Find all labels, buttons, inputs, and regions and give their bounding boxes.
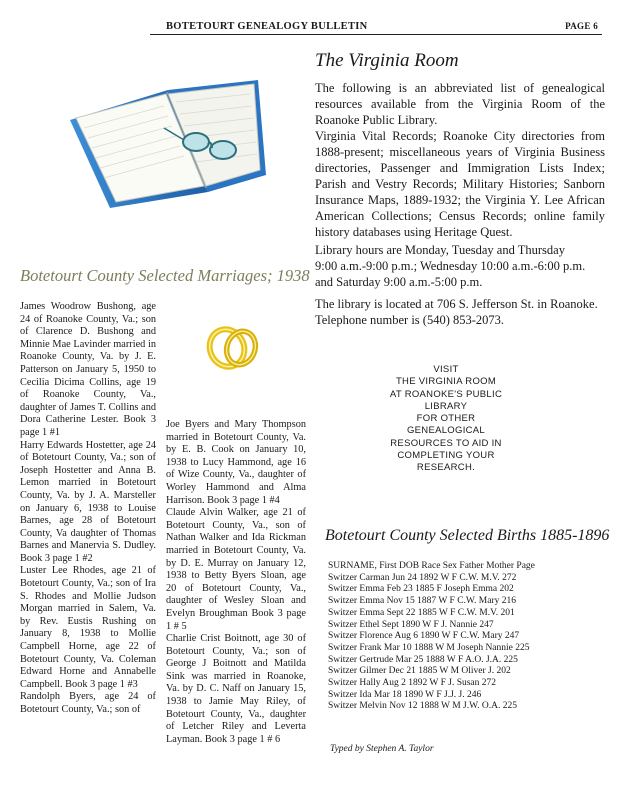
marriages-column-2: Joe Byers and Mary Thompson married in Botetourt County, Va. by E. B. Cook on January 10, 1938 to Lucy Hammond, age 16 of Wize County, Va., daughter of Worley Hammond and Alma Harrison. Book 3 page 1 #4 Claude Alvin Walker, age 21 of Botetourt County, Va., son of Nathan Walker and Ida Rickman married in Botetourt County, Va. by D. E. Murray on January 12, 1938 to Betty Byers Sloan, age 20 of Botetourt County, Va., daughter of Wesley Sloan and Evelyn Broughman Book 3 page 1 # 5 Charlie Crist Boitnott, age 30 of Botetourt County, Va.; son of George J Boitnott and Matilda Sink was married in Roanoke, Va. by D. C. Naff on January 15, 1938 to Jamie May Riley, of Botetourt County, Va., daughter of Letcher Riley and Leverta Layman. Book 3 page 1 # 6	[166, 419, 306, 745]
visit-line: RESOURCES TO AID IN	[390, 437, 502, 449]
bulletin-header	[150, 20, 602, 35]
births-header-row: SURNAME, First DOB Race Sex Father Mother Page	[328, 561, 535, 571]
visit-line: GENEALOGICAL	[406, 425, 486, 437]
virginia-room-intro: The following is an abbreviated list of genealogical resources available from the Virginia Room of the Roanoke Public Library.	[315, 81, 605, 127]
bulletin-title: BOTETOURT GENEALOGY BULLETIN	[166, 21, 368, 32]
wedding-rings-icon	[203, 318, 263, 376]
visit-line: COMPLETING YOUR	[397, 450, 495, 462]
birth-record: Switzer Hally Aug 2 1892 W F J. Susan 272	[328, 678, 497, 689]
hours-line-2: 9:00 a.m.-9:00 p.m.; Wednesday 10:00 a.m.-6:00 p.m.	[315, 259, 586, 273]
visit-line: LIBRARY	[424, 400, 468, 412]
birth-record: Switzer Emma Sept 22 1885 W F C.W. M.V. 201	[328, 607, 515, 618]
virginia-room-resources: Virginia Vital Records; Roanoke City directories from 1888-present; miscellaneous years of Virginia Business directories, Passenger and Immigration Lists Index; Parish and Vestry Records; Military Histories; Sanborn Insurance Maps, 1889-1932; the Virginia Y. Lee African American Collections; Census Records; online family history databases using Heritage Quest.	[315, 129, 605, 239]
library-hours	[315, 242, 605, 290]
birth-record: Switzer Emma Feb 23 1885 F Joseph Emma 202	[328, 584, 514, 595]
birth-record: Switzer Florence Aug 6 1890 W F C.W. Mary 247	[328, 631, 520, 642]
visit-line: FOR OTHER	[416, 413, 476, 425]
virginia-room-title: The Virginia Room	[315, 50, 459, 71]
visit-callout	[336, 364, 556, 475]
birth-record: Switzer Gilmer Dec 21 1885 W M Oliver J. 202	[328, 666, 511, 677]
births-title: Botetourt County Selected Births 1885-1896	[325, 527, 610, 544]
birth-record: Switzer Ethel Sept 1890 W F J. Nannie 247	[328, 619, 494, 630]
marriages-title: Botetourt County Selected Marriages; 1938	[20, 266, 310, 285]
visit-line: AT ROANOKE'S PUBLIC	[389, 388, 503, 400]
library-location: The library is located at 706 S. Jefferson St. in Roanoke. Telephone number is (540) 853-2073.	[315, 297, 598, 327]
open-book-illustration	[68, 80, 268, 210]
births-list	[328, 561, 608, 713]
birth-record: Switzer Melvin Nov 12 1888 W M J.W. O.A. 225	[328, 701, 518, 712]
visit-line: RESEARCH.	[416, 462, 476, 474]
typed-by-credit: Typed by Stephen A. Taylor	[330, 744, 434, 754]
birth-record: Switzer Emma Nov 15 1887 W F C.W. Mary 216	[328, 596, 516, 607]
birth-record: Switzer Carman Jun 24 1892 W F C.W. M.V. 272	[328, 572, 517, 583]
birth-record: Switzer Gertrude Mar 25 1888 W F A.O. J.A. 225	[328, 654, 518, 665]
virginia-room-body	[315, 80, 605, 240]
visit-line: THE VIRGINIA ROOM	[395, 376, 497, 388]
hours-line-1: Library hours are Monday, Tuesday and Thursday	[315, 243, 565, 257]
hours-line-3: and Saturday 9:00 a.m.-5:00 p.m.	[315, 275, 483, 289]
page-number: PAGE 6	[565, 21, 598, 31]
birth-record: Switzer Ida Mar 18 1890 W F J.J. J. 246	[328, 689, 482, 700]
birth-record: Switzer Frank Mar 10 1888 W M Joseph Nannie 225	[328, 642, 530, 653]
marriages-column-1: James Woodrow Bushong, age 24 of Roanoke County, Va.; son of Clarence D. Bushong and Minnie Mae Lavinder married in Roanoke County, Va. by J. E. Patterson on January 5, 1950 to Cecilia Dicima Collins, age 19 of Roanoke County, Va., daughter of James T. Collins and Dora Catherine Lester. Book 3 page 1 #1 Harry Edwards Hostetter, age 24 of Botetourt County, Va.; son of Joseph Hostetter and Anna B. Lemon married in Botetourt County, Va. by J. A. Marsteller on January 6, 1938 to Louise Barnes, age 28 of Botetourt County, Va daughter of Thomas Barnes and Manervia S. Dudley. Book 3 page 1 #2 Luster Lee Rhodes, age 21 of Botetourt County, Va.; son of Ira S. Rhodes and Mollie Judson Morgan married in Salem, Va. by Rev. Eustis Rushing on January 8, 1938 to Mollie Campbell Horne, age 22 of Botetourt County, Va. Coleman Edward Horne and Annabelle Campbell. Book 3 page 1 #3 Randolph Byers, age 24 of Botetourt County, Va.; son of	[20, 301, 156, 715]
visit-line: VISIT	[433, 364, 459, 375]
